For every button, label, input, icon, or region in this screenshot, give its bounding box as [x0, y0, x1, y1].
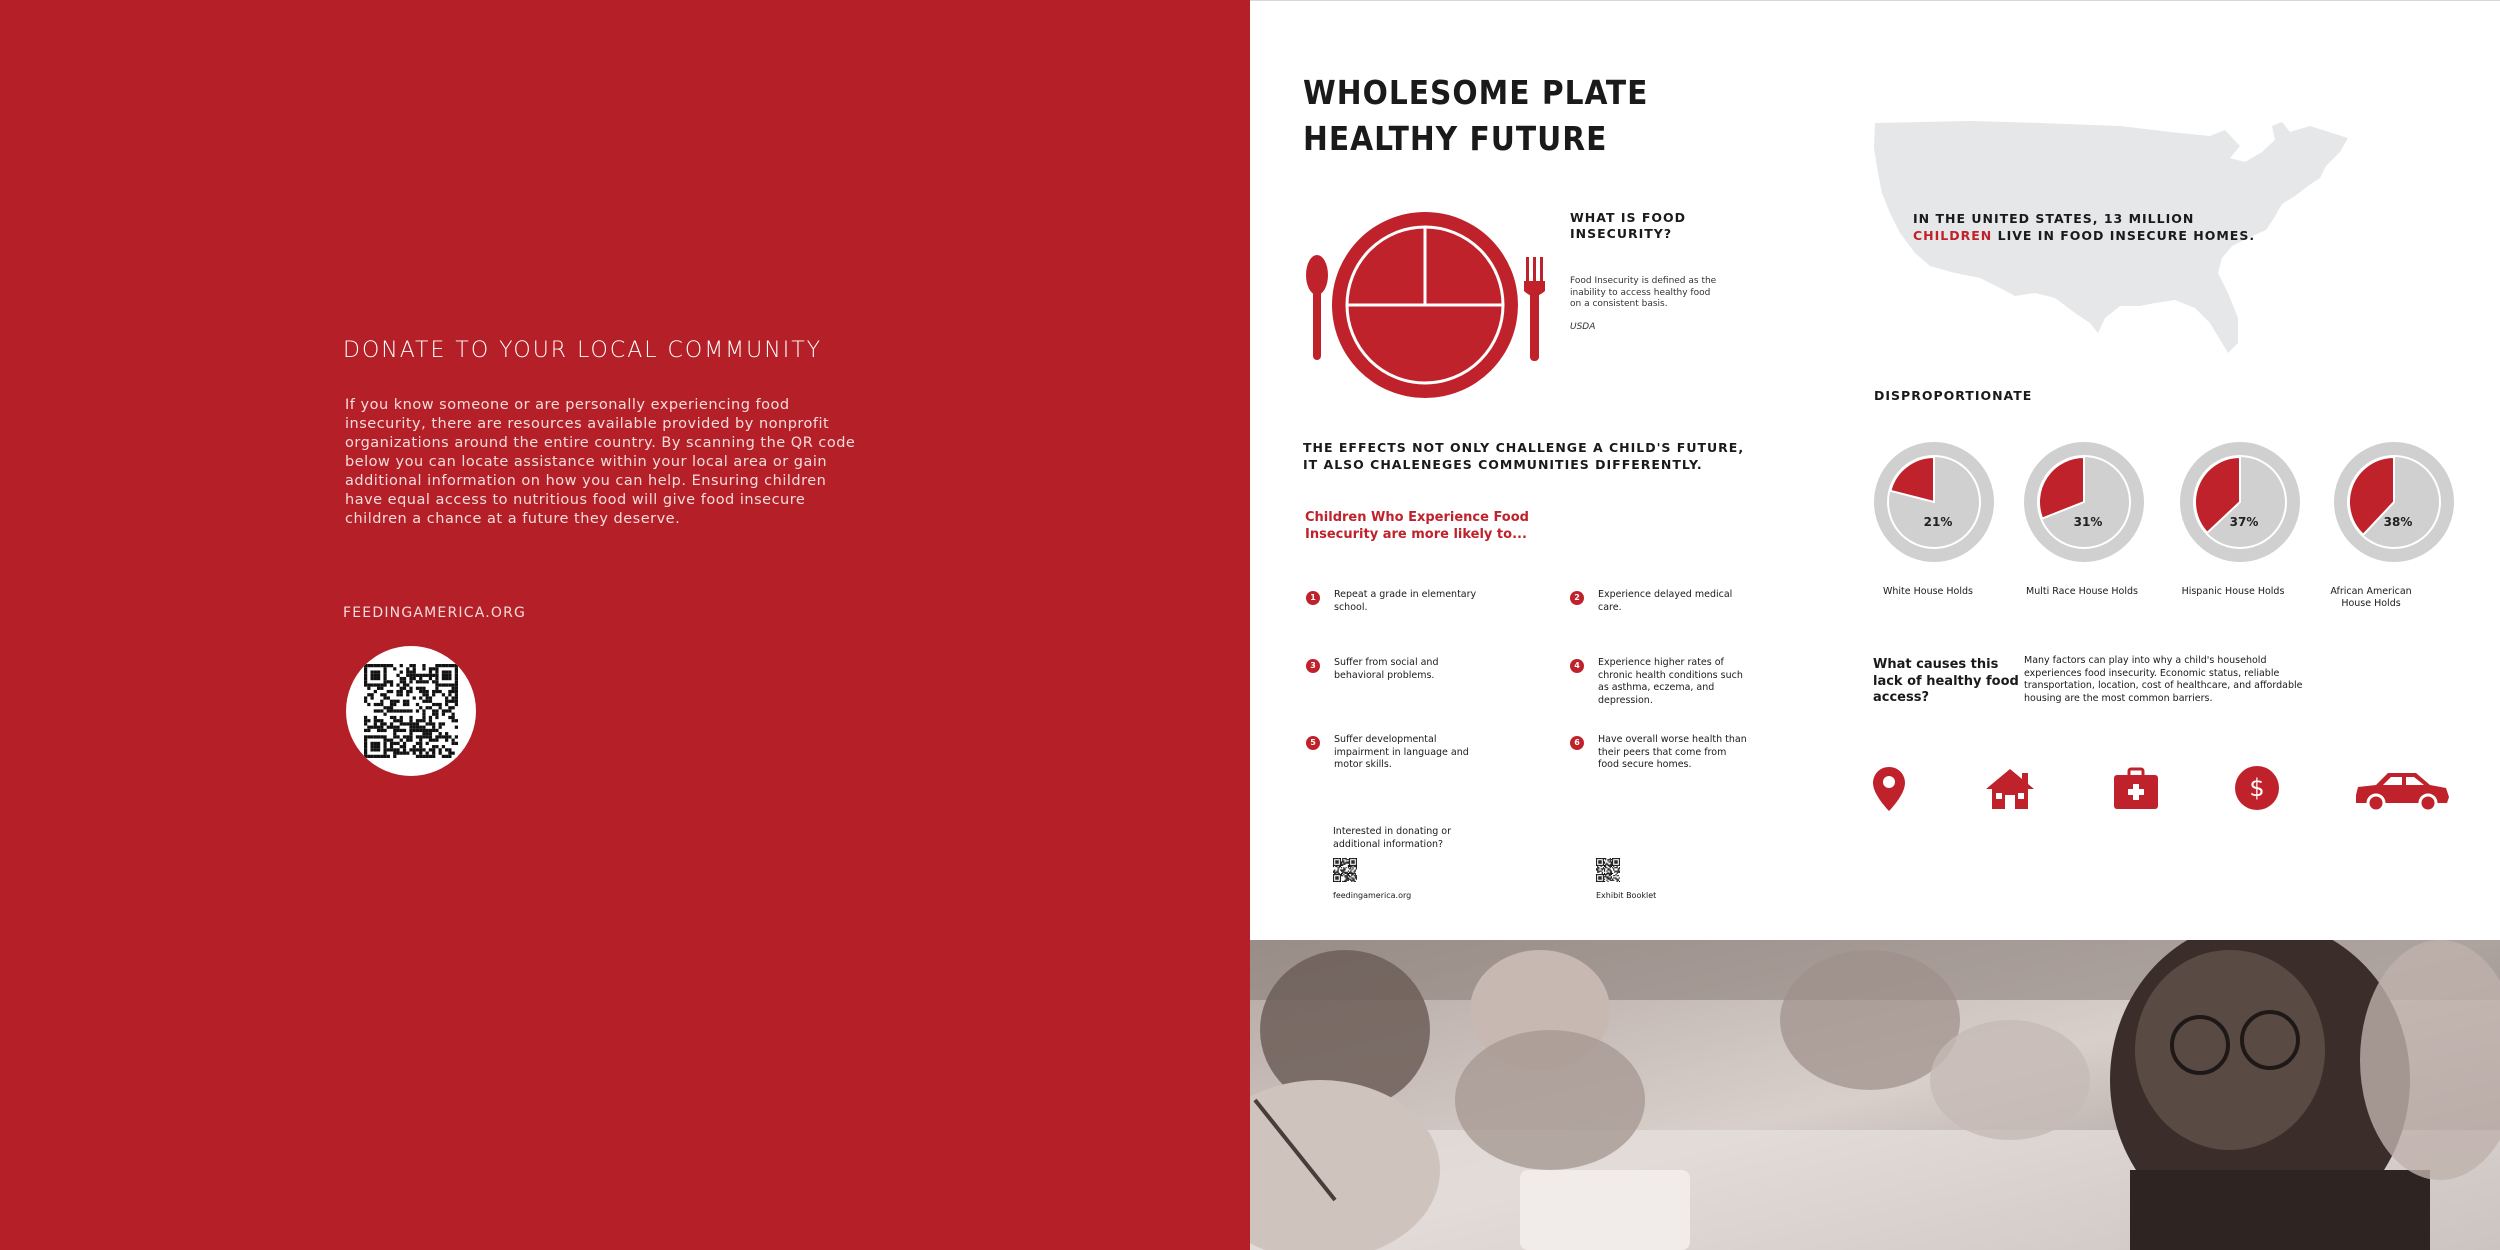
item-number-badge: 3: [1306, 659, 1320, 673]
map-stat-line-1: IN THE UNITED STATES, 13 MILLION: [1913, 211, 2195, 226]
map-stat-line-2: [1913, 227, 2255, 244]
item-text: Suffer from social and behavioral problems.: [1334, 657, 1439, 681]
qr-label-exhibit-booklet: Exhibit Booklet: [1596, 891, 1657, 900]
car-icon: [2352, 765, 2452, 813]
pie-label: Multi Race House Holds: [2026, 586, 2138, 597]
page-title: [1303, 70, 1648, 162]
donate-body-text: If you know someone or are personally experiencing food insecurity, there are resources available provided by nonprofit organizations around the entire country. By scanning the QR code below you can locate assistance within your local area or gain additional information on how you can help. Ensuring children have equal access to nutritious food will give food insecure children a chance at a future they deserve.: [345, 397, 856, 527]
food-insecurity-definition: Food Insecurity is defined as the inability to access healthy food on a consistent basis.: [1570, 276, 1717, 309]
donation-interest-text: Interested in donating or additional information?: [1333, 826, 1452, 850]
pie-label: African American House Holds: [2330, 586, 2412, 609]
medical-kit-icon: [2112, 765, 2160, 813]
item-number-badge: 1: [1306, 591, 1320, 605]
pie-label: White House Holds: [1882, 586, 1973, 597]
qr-code[interactable]: [346, 646, 476, 776]
causes-answer: Many factors can play into why a child's household experiences food insecurity. Economic status, reliable transportation, location, cost of healthcare, and affordable housing are the most common barriers.: [2024, 655, 2303, 704]
house-icon: [1982, 765, 2038, 813]
feedingamerica-qr-code[interactable]: [1333, 858, 1357, 882]
item-text: Repeat a grade in elementary school.: [1334, 589, 1477, 613]
disproportionate-heading: DISPROPORTIONATE: [1874, 388, 2033, 403]
pie-percent-label: 38%: [2383, 515, 2413, 529]
map-stat-rest: LIVE IN FOOD INSECURE HOMES.: [1992, 228, 2256, 243]
title-line-1: WHOLESOME PLATE: [1303, 73, 1649, 112]
us-map: [1870, 118, 2360, 378]
pie-percent-label: 37%: [2229, 515, 2259, 529]
causes-question: What causes this lack of healthy food access?: [1873, 657, 2019, 705]
pie-percent-label: 31%: [2073, 515, 2103, 529]
map-statistic: [1913, 210, 2255, 244]
item-number-badge: 2: [1570, 591, 1584, 605]
what-is-food-insecurity-heading: WHAT IS FOOD INSECURITY?: [1570, 210, 1687, 241]
qr-label-feedingamerica: feedingamerica.org: [1333, 891, 1412, 900]
pie-chart-white-households: [1872, 440, 1996, 564]
donate-title: DONATE TO YOUR LOCAL COMMUNITY: [343, 338, 823, 363]
pie-percent-label: 21%: [1923, 515, 1953, 529]
plate-with-utensils-icon: [1300, 205, 1550, 405]
effects-statement: THE EFFECTS NOT ONLY CHALLENGE A CHILD'S FUTURE, IT ALSO CHALENEGES COMMUNITIES DIFFERENTLY.: [1303, 440, 1745, 472]
pie-label: Hispanic House Holds: [2181, 586, 2285, 597]
svg-text:$: $: [2249, 774, 2265, 802]
definition-source: USDA: [1570, 322, 1596, 332]
item-number-badge: 5: [1306, 736, 1320, 750]
pie-chart-multi-race-households: [2022, 440, 2146, 564]
item-text: Experience delayed medical care.: [1598, 589, 1733, 613]
map-stat-highlight: CHILDREN: [1913, 228, 1993, 243]
item-number-badge: 6: [1570, 736, 1584, 750]
children-classroom-photo: [1250, 940, 2500, 1250]
item-number-badge: 4: [1570, 659, 1584, 673]
pie-chart-hispanic-households: [2178, 440, 2302, 564]
pie-chart-african-american-households: [2332, 440, 2456, 564]
title-line-2: HEALTHY FUTURE: [1303, 119, 1608, 158]
dollar-icon: [2234, 765, 2280, 811]
exhibit-booklet-qr-code[interactable]: [1596, 858, 1620, 882]
feeding-america-link[interactable]: FEEDINGAMERICA.ORG: [343, 605, 527, 621]
location-pin-icon: [1871, 765, 1907, 813]
more-likely-heading: Children Who Experience Food Insecurity are more likely to...: [1305, 510, 1529, 542]
item-text: Have overall worse health than their peers that come from food secure homes.: [1598, 734, 1747, 770]
item-text: Suffer developmental impairment in language and motor skills.: [1334, 734, 1469, 770]
item-text: Experience higher rates of chronic health conditions such as asthma, eczema, and depression.: [1598, 657, 1743, 706]
